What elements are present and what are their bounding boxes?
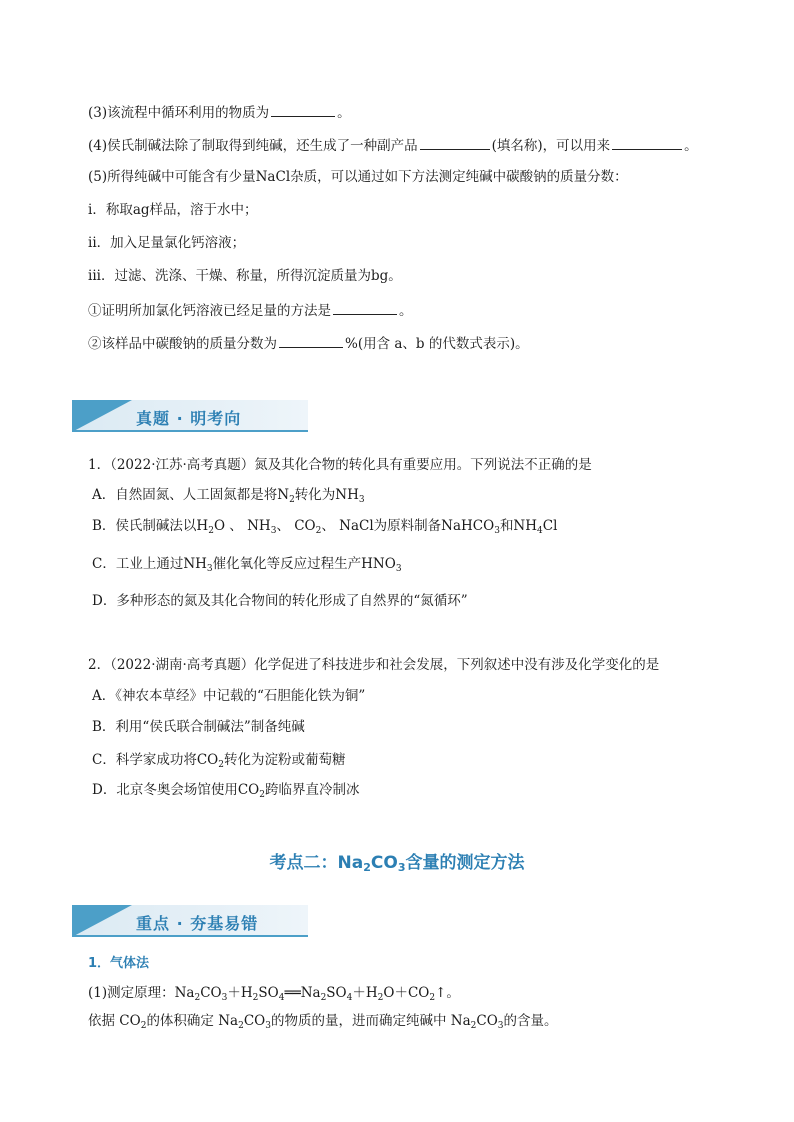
gas-method-basis: 依据 $CO_2$的体积确定 $Na_2CO_3$的物质的量，进而确定纯碱中 $Na_2CO_3$的含量。: [88, 1013, 558, 1031]
gas-method-principle: (1)测定原理：$Na_2CO_3+H_2SO_4══Na_2SO_4+H_2O+CO_2↑$。: [88, 985, 460, 1003]
question-2-stem: 2．（2022·湖南·高考真题）化学促进了科技进步和社会发展，下列叙述中没有涉及化学变化的是: [88, 657, 660, 673]
question-1-option-c[interactable]: C．工业上通过$NH_3$催化氧化等反应过程生产$HNO_3$: [92, 556, 402, 574]
question-1-option-d[interactable]: D．多种形态的氮及其化合物间的转化形成了自然界的“氮循环”: [92, 593, 468, 609]
question-1-option-a[interactable]: A．自然固氮、人工固氮都是将$N_2$转化为$NH_3$: [92, 487, 365, 505]
banner-title: 重点 · 夯基易错: [136, 914, 259, 933]
question-4: (4)侯氏制碱法除了制取得到纯碱，还生成了一种副产品 (填名称)，可以用来 。: [88, 135, 698, 155]
section-title-kaodian-2: 考点二：$Na_2CO_3$含量的测定方法: [269, 853, 525, 874]
step-i: i．称取ag样品，溶于水中；: [88, 202, 258, 218]
answer-blank[interactable]: [420, 135, 490, 150]
step-ii: ii．加入足量氯化钙溶液；: [88, 235, 246, 251]
question-2-option-c[interactable]: C．科学家成功将$CO_2$转化为淀粉或葡萄糖: [92, 752, 346, 770]
answer-blank[interactable]: [612, 135, 682, 150]
step-iii: iii．过滤、洗涤、干燥、称量，所得沉淀质量为bg。: [88, 268, 402, 284]
question-2-option-d[interactable]: D．北京冬奥会场馆使用$CO_2$跨临界直冷制冰: [92, 782, 360, 800]
banner-triangle-decoration: [72, 400, 132, 432]
gas-method-heading: 1．气体法: [88, 956, 150, 971]
banner-title: 真题 · 明考向: [136, 409, 242, 428]
question-3: (3)该流程中循环利用的物质为 。: [88, 102, 351, 122]
question-1-stem: 1．（2022·江苏·高考真题）氮及其化合物的转化具有重要应用。下列说法不正确的是: [88, 457, 592, 473]
sub-question-1: ①证明所加氯化钙溶液已经足量的方法是 。: [88, 300, 413, 320]
banner-triangle-decoration: [72, 905, 132, 937]
question-1-option-b[interactable]: B．侯氏制碱法以$H_2O$ 、 $NH_3$、 $CO_2$、 NaCl为原料制备NaHCO$_3$和$NH_4Cl$: [92, 518, 558, 536]
sub-question-2: ②该样品中碳酸钠的质量分数为 %(用含 a、b 的代数式表示)。: [88, 333, 529, 353]
answer-blank[interactable]: [271, 102, 335, 117]
question-5: (5)所得纯碱中可能含有少量NaCl杂质，可以通过如下方法测定纯碱中碳酸钠的质量分数：: [88, 169, 628, 185]
question-2-option-b[interactable]: B．利用“侯氏联合制碱法”制备纯碱: [92, 719, 305, 735]
answer-blank[interactable]: [333, 300, 397, 315]
answer-blank[interactable]: [279, 333, 343, 348]
question-2-option-a[interactable]: A．《神农本草经》中记载的“石胆能化铁为铜”: [92, 688, 366, 704]
section-banner-real-exam: [72, 400, 308, 432]
section-banner-key-points: [72, 905, 308, 937]
